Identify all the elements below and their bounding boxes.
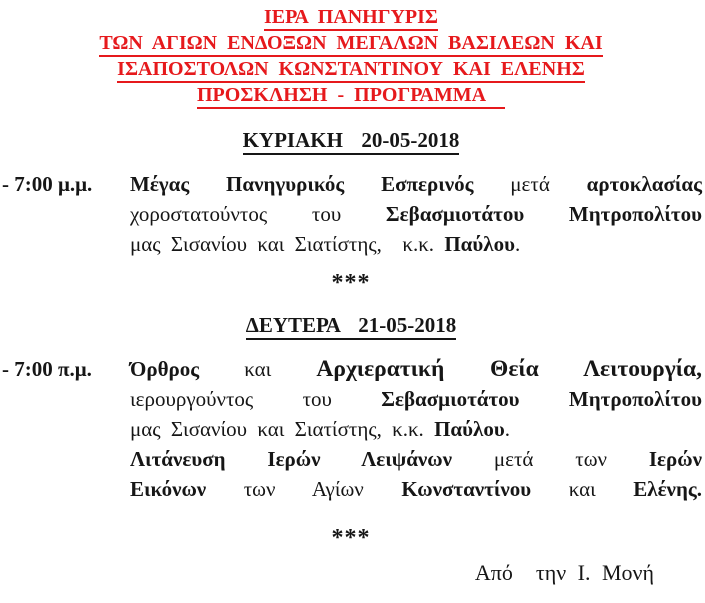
text-line: Εικόνων των Αγίων Κωνσταντίνου και Ελένης. xyxy=(130,477,702,501)
text-line: χοροστατούντος του Σεβασμιοτάτου Μητροπολίτου xyxy=(130,202,702,226)
header-line xyxy=(0,31,702,57)
schedule-entry-vespers xyxy=(0,169,702,259)
header-line-text: ΙΕΡΑ ΠΑΝΗΓΥΡΙΣ xyxy=(264,5,438,31)
text-line: ιερουργούντος του Σεβασμιοτάτου Μητροπολίτου xyxy=(130,387,702,411)
header-line-text: ΙΣΑΠΟΣΤΟΛΩΝ ΚΩΝΣΤΑΝΤΙΝΟΥ ΚΑΙ ΕΛΕΝΗΣ xyxy=(117,57,585,83)
header-line xyxy=(0,57,702,83)
header-line-text: ΠΡΟΣΚΛΗΣΗ - ΠΡΟΓΡΑΜΜΑ xyxy=(197,83,505,109)
schedule-entry-liturgy xyxy=(0,354,702,504)
time-label: - 7:00 π.μ. xyxy=(2,357,92,381)
text-line: Λιτάνευση Ιερών Λειψάνων μετά των Ιερών xyxy=(130,447,702,471)
day-heading-monday xyxy=(0,313,702,340)
text-line: μας Σισανίου και Σιατίστης, κ.κ. Παύλου. xyxy=(130,232,521,256)
section-separator: *** xyxy=(331,270,371,296)
text-line: Όρθρος και Αρχιερατική Θεία Λειτουργία, xyxy=(130,356,702,382)
document-header xyxy=(0,5,702,109)
day-heading-text: ΔΕΥΤΕΡΑ 21-05-2018 xyxy=(246,313,457,340)
day-heading-sunday xyxy=(0,128,702,155)
header-line xyxy=(0,83,702,109)
header-line xyxy=(0,5,702,31)
section-separator: *** xyxy=(331,525,371,551)
time-label: - 7:00 μ.μ. xyxy=(2,172,93,196)
signoff-text: Από την Ι. Μονή xyxy=(474,560,654,585)
header-line-text: ΤΩΝ ΑΓΙΩΝ ΕΝΔΟΞΩΝ ΜΕΓΑΛΩΝ ΒΑΣΙΛΕΩΝ ΚΑΙ xyxy=(99,31,602,57)
text-line: μας Σισανίου και Σιατίστης, κ.κ. Παύλου. xyxy=(130,417,510,441)
day-heading-text: ΚΥΡΙΑΚΗ 20-05-2018 xyxy=(243,128,460,155)
text-line: Μέγας Πανηγυρικός Εσπερινός μετά αρτοκλασίας xyxy=(130,172,702,196)
